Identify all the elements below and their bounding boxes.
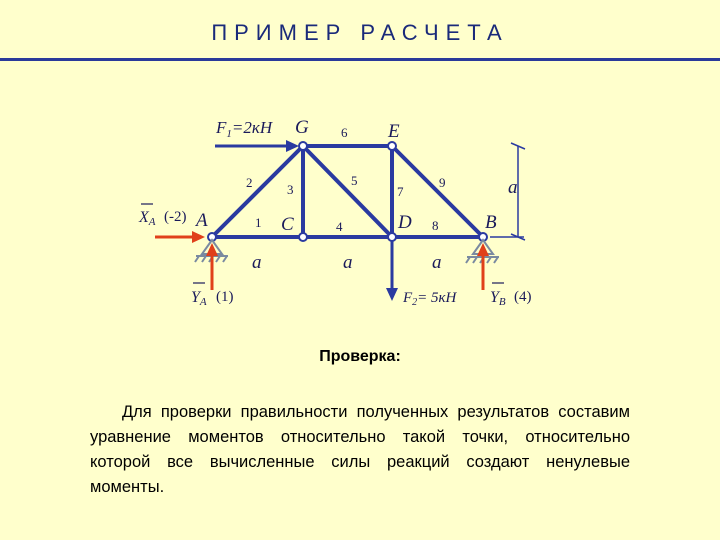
force-F2-arrow xyxy=(386,241,398,301)
joint-D xyxy=(388,233,396,241)
member-label-7: 7 xyxy=(397,184,404,199)
member-5 xyxy=(303,146,392,237)
page-title: ПРИМЕР РАСЧЕТА xyxy=(211,20,509,45)
member-label-4: 4 xyxy=(336,219,343,234)
member-label-3: 3 xyxy=(287,182,294,197)
joint-G xyxy=(299,142,307,150)
force-F1-arrow xyxy=(215,140,299,152)
node-label-G: G xyxy=(295,117,309,138)
node-label-A: A xyxy=(196,210,208,231)
reaction-YA-value: (1) xyxy=(216,289,234,305)
check-heading: Проверка: xyxy=(319,348,401,365)
joint-C xyxy=(299,233,307,241)
member-label-6: 6 xyxy=(341,125,348,140)
member-label-9: 9 xyxy=(439,175,446,190)
reaction-YB-label: YB xyxy=(490,289,506,308)
node-label-B: B xyxy=(485,212,497,233)
member-label-1: 1 xyxy=(255,215,262,230)
force-F1-label: $F_1=2кН$ xyxy=(216,118,273,140)
member-label-2: 2 xyxy=(246,175,253,190)
reaction-XA-label: XA xyxy=(139,209,156,228)
member-label-5: 5 xyxy=(351,173,358,188)
truss-members xyxy=(212,146,483,237)
check-paragraph: Для проверки правильности полученных результатов составим уравнение моментов относительно такой точки, относительно которой все вычисленные силы реакций создают ненулевые моменты. xyxy=(90,403,630,496)
member-label-8: 8 xyxy=(432,218,439,233)
force-F2-label: $F_2= 5кН$ xyxy=(403,290,457,308)
dimension-label-CD: a xyxy=(343,252,353,273)
reaction-XA-value: (-2) xyxy=(164,209,187,225)
node-label-D: D xyxy=(398,212,412,233)
reaction-XA-arrow xyxy=(155,231,205,243)
dimension-label-DB: a xyxy=(432,252,442,273)
dimension-label-height: a xyxy=(508,177,518,198)
reaction-YA-label: YA xyxy=(191,289,207,308)
node-label-E: E xyxy=(388,121,400,142)
reaction-YB-value: (4) xyxy=(514,289,532,305)
joint-E xyxy=(388,142,396,150)
dimension-label-AC: a xyxy=(252,252,262,273)
node-label-C: C xyxy=(281,214,294,235)
